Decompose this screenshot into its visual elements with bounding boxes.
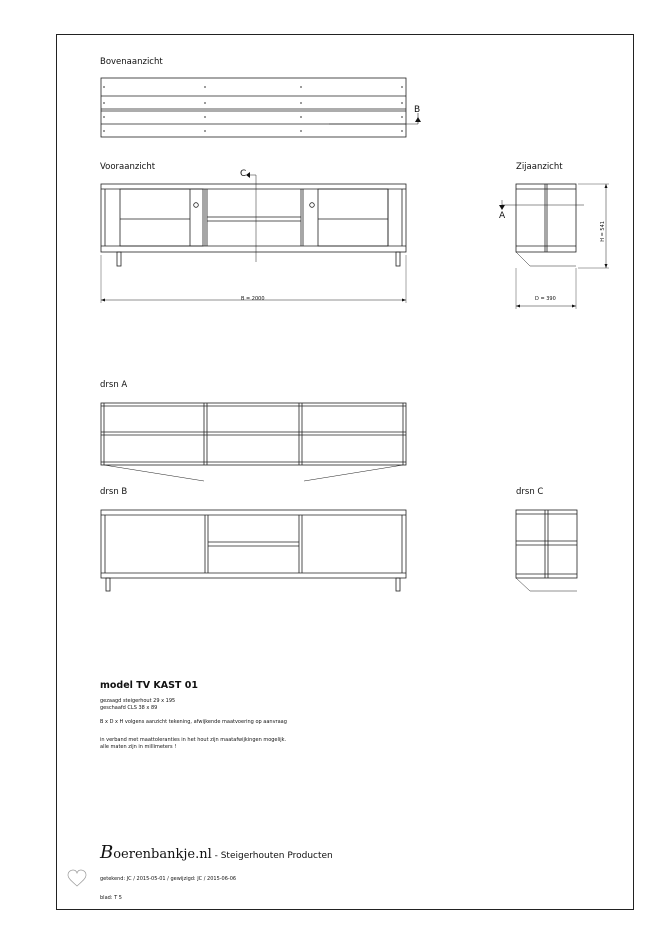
section-a-label: drsn A xyxy=(100,380,128,390)
brand-initial: B xyxy=(100,842,114,863)
marker-c: C xyxy=(240,169,247,179)
marker-a: A xyxy=(499,211,506,221)
units-note: alle maten zijn in millimeters ! xyxy=(100,744,177,750)
top-view-label: Bovenaanzicht xyxy=(100,57,163,67)
material-line-2: geschaafd CLS 38 x 89 xyxy=(100,705,158,711)
brand-name: oerenbankje.nl xyxy=(113,847,212,862)
model-title: model TV KAST 01 xyxy=(100,680,198,691)
dimension-note: B x D x H volgens aanzicht tekening, afwijkende maatvoering op aanvraag xyxy=(100,719,287,725)
tolerance-note: in verband met maattoleranties in het hout zijn maatafwijkingen mogelijk. xyxy=(100,737,287,743)
section-a-drawing xyxy=(101,403,406,481)
section-c-drawing xyxy=(516,510,577,591)
top-view-drawing xyxy=(101,78,421,137)
section-b-drawing xyxy=(101,510,406,591)
heart-outline-icon xyxy=(68,870,86,886)
side-view-drawing xyxy=(499,184,609,309)
drawn-by-line: getekend: JC / 2015-05-01 / gewijzigd: JC / 2015-06-06 xyxy=(100,876,237,882)
sheet-number: blad: T 5 xyxy=(100,895,122,901)
width-dimension: B = 2000 xyxy=(241,296,265,302)
side-view-label: Zijaanzicht xyxy=(516,162,563,172)
marker-b: B xyxy=(414,105,421,115)
front-view-label: Vooraanzicht xyxy=(100,162,156,172)
depth-dimension: D = 390 xyxy=(535,296,556,302)
front-view-drawing xyxy=(101,172,406,303)
section-b-label: drsn B xyxy=(100,487,128,497)
brand-tagline: - Steigerhouten Producten xyxy=(211,851,333,861)
material-line-1: gezaagd steigerhout 29 x 195 xyxy=(100,698,176,704)
height-dimension: H = 541 xyxy=(599,221,606,242)
brand-logo xyxy=(100,842,333,863)
section-c-label: drsn C xyxy=(516,487,544,497)
